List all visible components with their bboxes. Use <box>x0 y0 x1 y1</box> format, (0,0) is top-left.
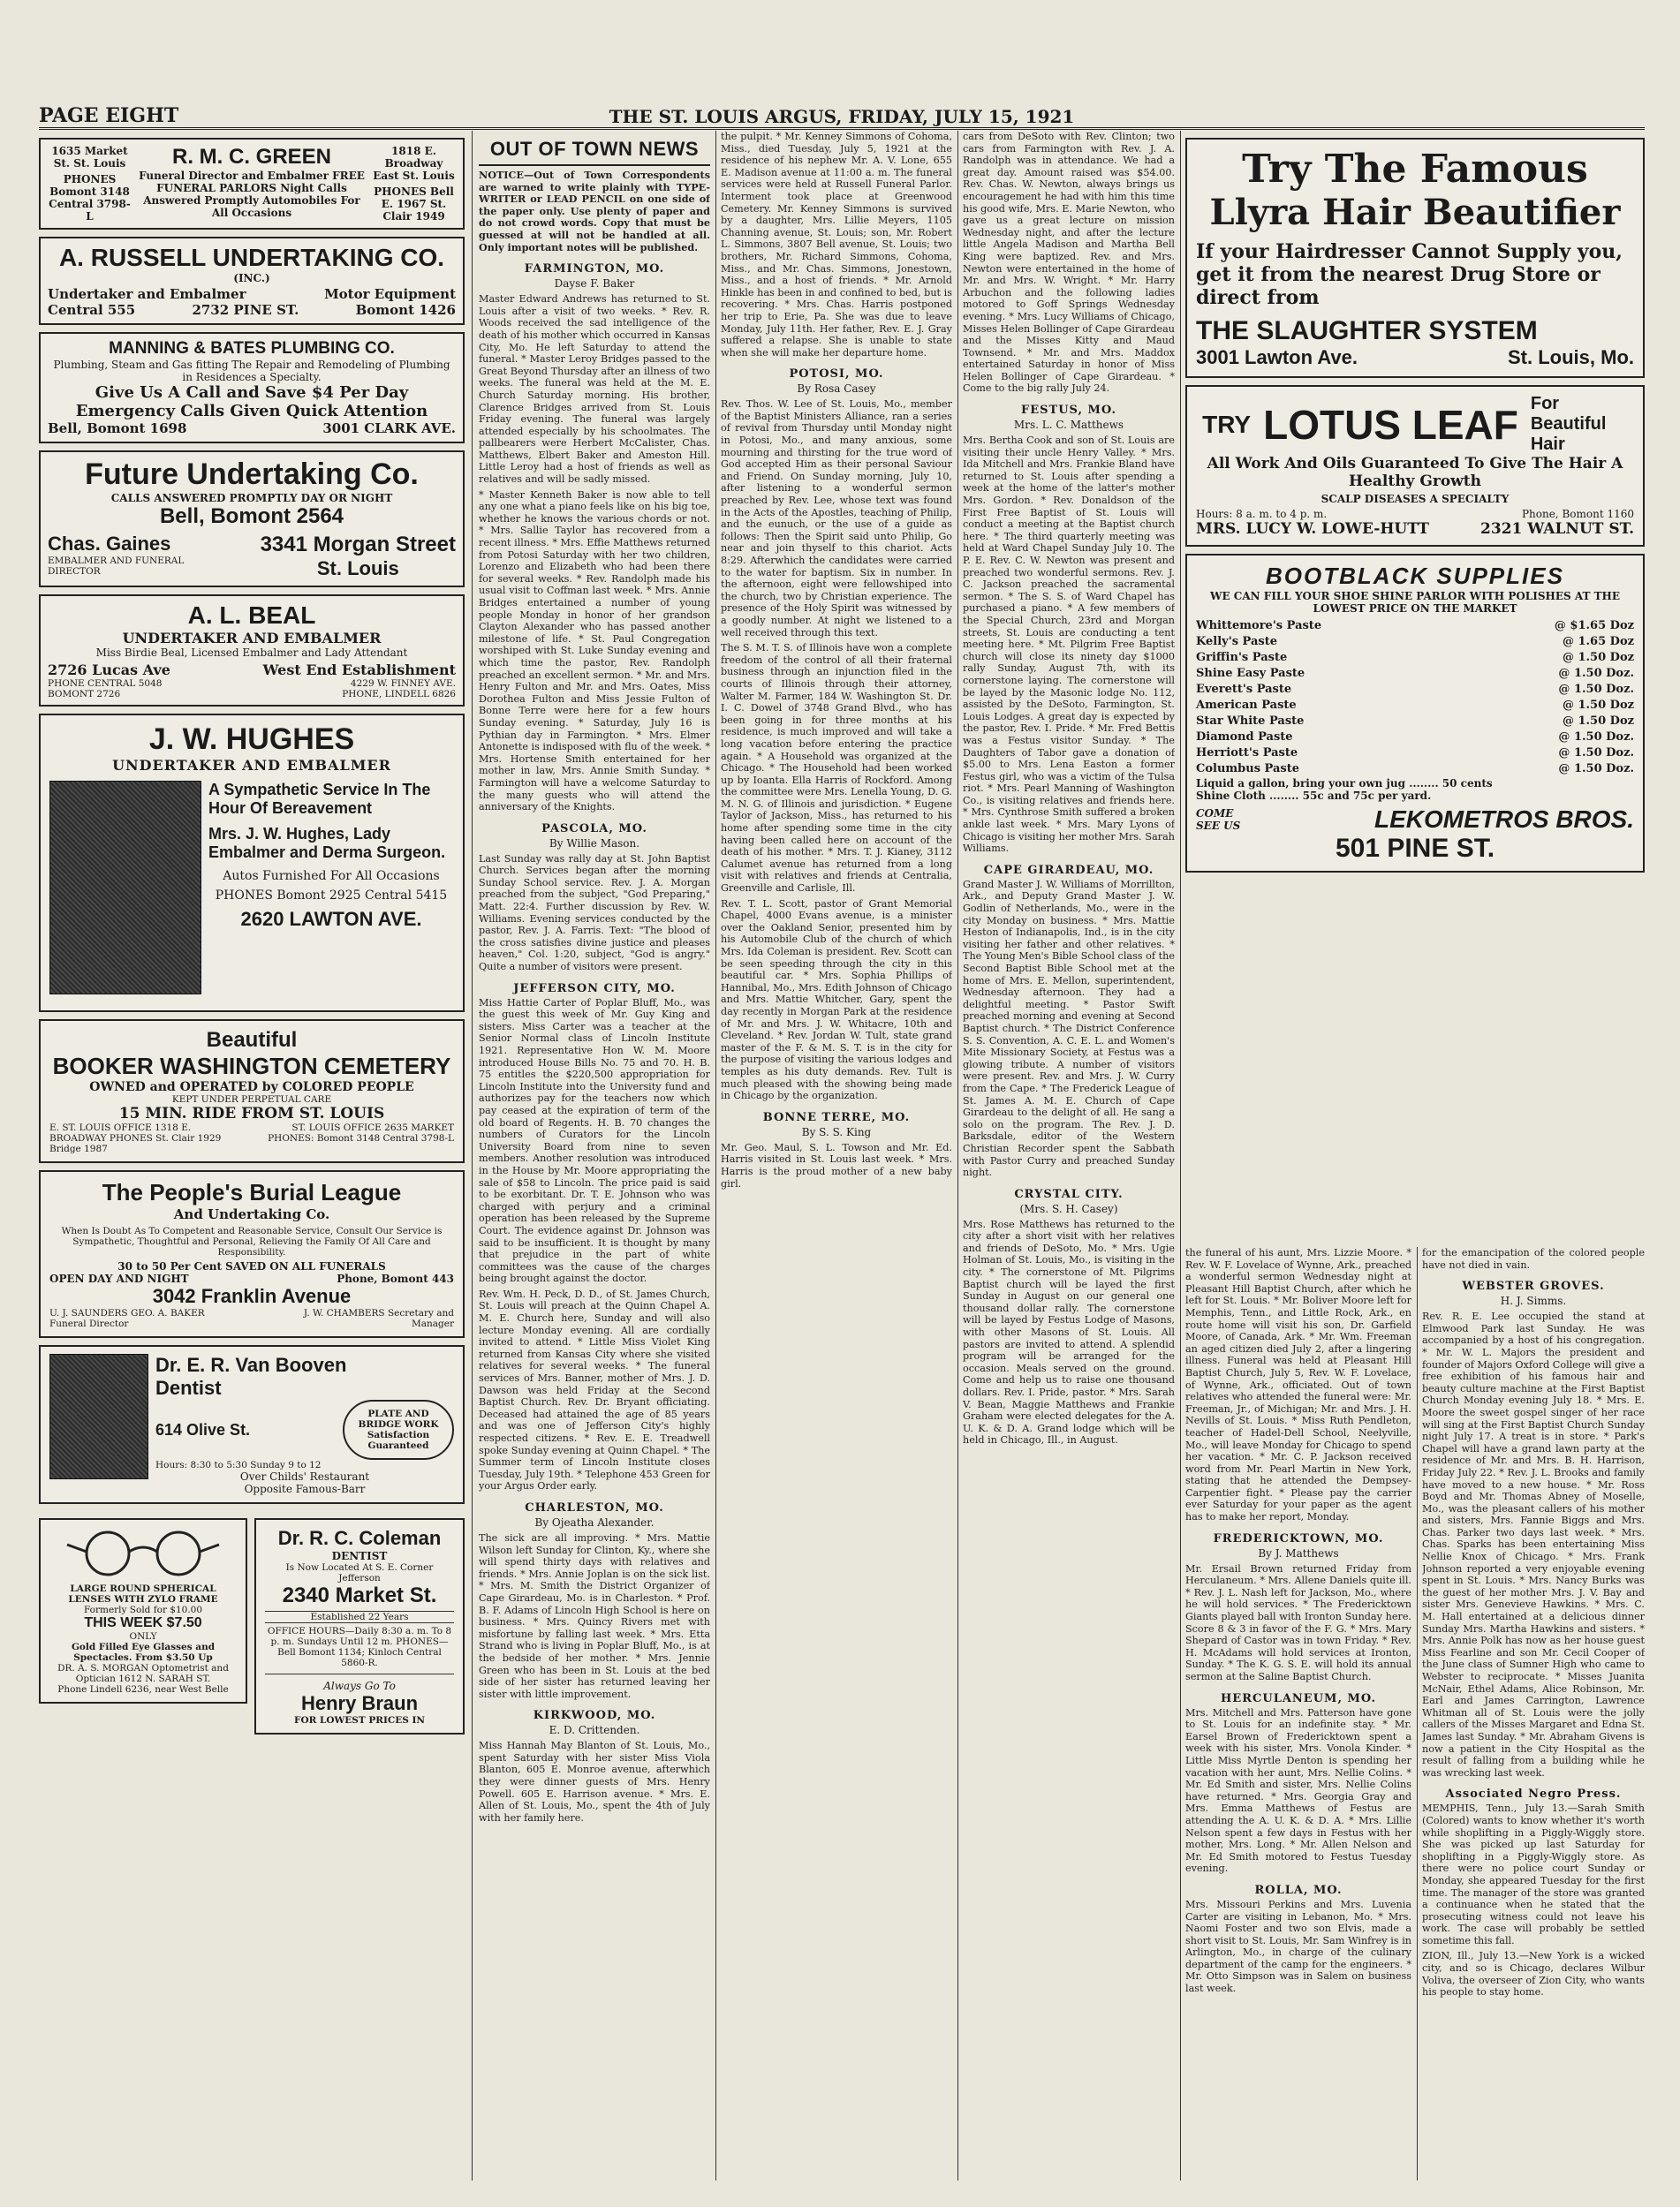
burial-offer: 30 to 50 Per Cent SAVED ON ALL FUNERALS <box>117 1260 386 1273</box>
morgan-line3: THIS WEEK $7.50 <box>84 1615 202 1630</box>
burial-league-ad <box>39 1170 465 1338</box>
article-paragraph: Mrs. Mitchell and Mrs. Patterson have gone to St. Louis for an indefinite stay. * Mr. Earsel Brown of Fredericktown spent a week with his sister, Mrs. Vonola Kinder. * Little Miss Myrtle Denton is spending her vacation with her aunt, Mrs. Nellie Colins. * Mr. Ed Smith and sister, Mrs. Nellie Colins have returned. * Mrs. Georgia Gray and Mrs. Emma Matthews of Festus are attending the A. U. K. & D. A. * Mrs. Lillie Nelson spent a few days in Festus with her mother, Mrs. Long. * Mr. Allen Nelson and Mr. Ed Smith motored to Festus Tuesday evening. <box>1185 1706 1411 1875</box>
vanbooven-line2: Opposite Famous-Barr <box>244 1483 366 1495</box>
product-price: @ 1.50 Doz. <box>1558 683 1634 696</box>
hughes-line3: Autos Furnished For All Occasions <box>223 869 440 883</box>
green-name: R. M. C. GREEN <box>171 145 331 169</box>
bootblack-price-list <box>1196 618 1634 777</box>
beal-west-phone: PHONE, LINDELL 6826 <box>342 689 456 699</box>
green-ad <box>39 138 465 230</box>
product-name: Shine Easy Paste <box>1196 667 1305 680</box>
article-paragraph: Miss Hannah May Blanton of St. Louis, Mo., spent Saturday with her sister Miss Viola Blanton, 605 E. Monroe avenue, afterwhich they were dinner guests of Mrs. Henry Powell. 605 E. Harrison avenue. * Mrs. E. Allen of St. Louis, Mo., spent the 4th of July with her family here. <box>479 1740 710 1824</box>
lotus-name: LOTUS LEAF <box>1263 401 1518 448</box>
news-column-4 <box>1185 1247 1411 2181</box>
section-heading: CAPE GIRARDEAU, MO. <box>983 863 1154 877</box>
section-byline: By S. S. King <box>801 1125 872 1138</box>
lotus-leaf-ad <box>1185 385 1645 547</box>
hughes-line2: Mrs. J. W. Hughes, Lady Embalmer and Derma Surgeon. <box>208 825 446 861</box>
morgan-line6: DR. A. S. MORGAN Optometrist and Optician 1612 N. SARAH ST. <box>57 1663 229 1684</box>
burial-sub: And Undertaking Co. <box>173 1206 330 1222</box>
cemetery-ad <box>39 1019 465 1163</box>
lotus-phone: Phone, Bomont 1160 <box>1521 508 1634 520</box>
product-price: @ 1.50 Doz. <box>1558 762 1634 775</box>
product-name: Whittemore's Paste <box>1196 619 1322 632</box>
article-paragraph: The S. M. T. S. of Illinois have won a complete freedom of the control of all their fraternal business through an injunction filed in the courts of Illinois through their attorney, Walter M. Farmer, 184 W. Washington St. Dr. I. C. Dowel of 3748 Grand Blvd., who has been going in for three months at his residence, is much improved and will take a long vacation before entering the practice again. * A Household was organized at the Chicago. * The Household had been worked up by Ioanta. Ella Harris of Rockford. Among the committee were Mrs. Lenella Young, D. G. M. N. G. of Illinois and jurisdiction. * Eugene Taylor of Jackson, Miss., has returned to his home after spending some time in the city having been called here on account of the death of his mother. * Mrs. T. J. Kianey, 3112 Calumet avenue has returned from a long visit with relatives and friends at Centralia, Greenville and Carlisle, Ill. <box>721 642 952 895</box>
lotus-side: For Beautiful Hair <box>1530 394 1607 454</box>
vanbooven-ad <box>39 1345 465 1504</box>
section-byline: By Ojeatha Alexander. <box>534 1515 655 1529</box>
morgan-line7: Phone Lindell 6236, near West Belle <box>57 1684 229 1695</box>
russell-ad <box>39 237 465 325</box>
russell-inc: (INC.) <box>233 272 270 284</box>
burial-address: 3042 Franklin Avenue <box>152 1285 352 1307</box>
braun-line1: Always Go To <box>323 1680 396 1692</box>
product-name: Columbus Paste <box>1196 762 1299 775</box>
section-byline: Mrs. L. C. Matthews <box>1013 419 1124 432</box>
russell-phone-central: Central 555 <box>48 302 136 318</box>
section-heading: ROLLA, MO. <box>1254 1883 1343 1897</box>
price-list-row <box>1196 682 1634 698</box>
russell-phone-bomont: Bomont 1426 <box>355 302 456 318</box>
manning-name: MANNING & BATES PLUMBING CO. <box>109 339 395 358</box>
article-paragraph: for the emancipation of the colored people have not died in vain. <box>1422 1247 1645 1271</box>
hughes-line1: A Sympathetic Service In The Hour Of Bereavement <box>208 781 431 817</box>
vanbooven-address: 614 Olive St. <box>155 1420 251 1439</box>
section-heading: POTOSI, MO. <box>789 367 884 382</box>
article-paragraph: Mrs. Missouri Perkins and Mrs. Luvenia Carter are visiting in Lebanon, Mo. * Mrs. Naomi Foster and two son Elvis, made a short visit to St. Louis, Mr. Sam Winfrey is in Arlington, Mo., in charge of the culinary department of the camp for the engineers. * Mr. Otto Simpson was in Salem on business last week. <box>1185 1898 1411 1995</box>
coleman-location: Is Now Located At S. E. Corner Jefferson <box>285 1562 434 1583</box>
hughes-portrait <box>49 781 201 994</box>
russell-name: A. RUSSELL UNDERTAKING CO. <box>58 244 445 271</box>
manning-ad <box>39 332 465 443</box>
cemetery-line1: Beautiful <box>206 1028 298 1052</box>
llyra-line1: Try The Famous <box>1242 147 1588 192</box>
news-notice: NOTICE—Out of Town Correspondents are warned to write plainly with TYPE-WRITER or LEAD PENCIL on one side of the paper only. Use plenty of paper and do not crowd words. Copy that must be guessed at will not be handled at all. Only important notes will be published. <box>479 169 710 253</box>
russell-line1-left: Undertaker and Embalmer <box>48 286 246 302</box>
hughes-phones: PHONES Bomont 2925 Central 5415 <box>215 888 448 903</box>
coleman-established: Established 22 Years <box>265 1611 454 1623</box>
bootblack-sub: WE CAN FILL YOUR SHOE SHINE PARLOR WITH POLISHES AT THE LOWEST PRICE ON THE MARKET <box>1209 590 1621 615</box>
cemetery-stlouis-office: ST. LOUIS OFFICE 2635 MARKET PHONES: Bomont 3148 Central 3798-L <box>268 1122 454 1144</box>
article-paragraph: Mrs. Rose Matthews has returned to the city after a short visit with her relatives and friends of DeSoto, Mo. * Mrs. Ugie Holman of St. Louis, Mo., is visiting in the city. * The cornerstone of Mt. Pilgrims Baptist church will be layed the first Sunday in August on our general one thousand dollar rally. The cornerstone will be layed by Festus Lodge of Masons, with other Masons of St. Louis. All pastors are invited to attend. A splendid program will be arranged for the occasion. Meals served on the ground. Come and help us to raise one thousand dollars. Rev. I. Pride, pastor. * Mrs. Sarah V. Bean, Maggie Matthews and Frankie Graham were elected delegates for the A. U. K. & D. A. Grand lodge which will be held in Chicago, Ill., in August. <box>963 1218 1175 1447</box>
section-heading: PASCOLA, MO. <box>541 821 647 835</box>
beal-attendant: Miss Birdie Beal, Licensed Embalmer and Lady Attendant <box>95 646 408 659</box>
product-name: Everett's Paste <box>1196 683 1292 696</box>
burial-name: The People's Burial League <box>102 1179 402 1206</box>
product-name: Star White Paste <box>1196 714 1305 728</box>
future-phone: Bell, Bomont 2564 <box>159 504 344 528</box>
future-address: 3341 Morgan Street <box>260 533 456 556</box>
product-name: American Paste <box>1196 699 1297 712</box>
future-calls: CALLS ANSWERED PROMPTLY DAY OR NIGHT <box>110 492 393 504</box>
llyra-line3: If your Hairdresser Cannot Supply you, get it from the nearest Drug Store or direct from <box>1196 240 1623 309</box>
beal-phones: PHONE CENTRAL 5048 BOMONT 2726 <box>48 678 163 699</box>
braun-name: Henry Braun <box>300 1692 419 1714</box>
coleman-ad <box>254 1518 465 1735</box>
ads-column-right <box>1185 131 1645 1243</box>
section-byline: By Willie Mason. <box>549 836 640 850</box>
masthead <box>39 97 1645 130</box>
manning-line2: Give Us A Call and Save $4 Per Day <box>95 383 409 402</box>
beal-sub: UNDERTAKER AND EMBALMER <box>122 630 382 646</box>
section-heading: WEBSTER GROVES. <box>1462 1280 1605 1294</box>
bootblack-come: COME SEE US <box>1196 807 1241 832</box>
article-paragraph: Mrs. Bertha Cook and son of St. Louis are visiting their uncle Henry Valley. * Mrs. Ida Mitchell and Mrs. Frankie Bland have returned to St. Louis after spending a week at the home of the latter's mother Mrs. Gordon. * Rev. Donaldson of the First Free Baptist of St. Louis will conduct a meeting at the Baptist church here. * The third quarterly meeting was held at Ward Chapel Sunday July 10. The P. E. Rev. C. W. Newton was present and preached two wonderful sermons. Rev. J. C. Jackson preached the sacramental sermon. * The S. S. of Ward Chapel has purchased a piano. * A few members of the Special Church, 23rd and Morgan streets, St. Louis are conducting a tent meeting here. * Mt. Pilgrim Free Baptist church will close its ninety day $1000 rally Sunday, August 7th, with its cornerstone laying. The cornerstone will be layed by the Masonic lodge No. 112, assisted by the DeSoto, Farmington, St. Louis Lodges. A great day is expected by the pastor, Rev. I. Pride. * Mr. Fred Bettis was a Festus visitor Sunday. * The Daughters of Tabor gave a donation of $5.00 to Mrs. Lena Easton a former Festus girl, who was a victim of the Tulsa riot. * Mrs. Pearl Manning of Washington Co., is visiting relatives and friends here. * Mrs. Cynthrose Smith suffered a broken ankle last week. * Mrs. Mary Lyons of Chicago is visiting her mother Mrs. Sarah Williams. <box>963 435 1175 855</box>
cemetery-line3: OWNED and OPERATED by COLORED PEOPLE <box>89 1080 414 1094</box>
braun-line3: FOR LOWEST PRICES IN <box>294 1715 425 1726</box>
future-undertaking-ad <box>39 450 465 587</box>
cemetery-line4: KEPT UNDER PERPETUAL CARE <box>171 1094 332 1105</box>
article-paragraph: Rev. T. L. Scott, pastor of Grant Memorial Chapel, 4000 Evans avenue, is a minister over the Oakland Senior, presented him by his Automobile Club of the church of which Mrs. Ida Coleman is president. Rev. Scott can be seen speeding through the city in this beautiful car. * Mrs. Sophia Phillips of Hannibal, Mo., Mrs. Edith Johnson of Chicago and Mrs. Mattie Whitcher, Gary, spent the day recently in Morgan Park at the residence of Mr. and Mrs. J. W. Whitacre, 10th and Cleveland. * Rev. Jordan W. Tult, state grand master of the F. & M. S. T. is in the city for the purpose of visiting the various lodges and temples as his duty demands. Rev. Tult is much pleased with the showing being made in Chicago by the organization. <box>721 897 952 1102</box>
article-paragraph: The sick are all improving. * Mrs. Mattie Wilson left Sunday for Clinton, Ky., where she will spend thirty days with relatives and friends. * Mrs. Annie Joplan is on the sick list. * Mrs. M. Smith the District Organizer of Cape Girardeau, Mo. is in Charleston. * Prof. B. F. Adams of Lincoln High School is here on business. * Mrs. Quincy Rivers met with misfortune by falling last week. * Mrs. Etta Strand who is living in Poplar Bluff, Mo., is at the bedside of her mother. * Mrs. Jennie Green who has been in St. Louis at the bed side of her sister has returned leaving her sister with little improvement. <box>479 1531 710 1700</box>
future-role: EMBALMER AND FUNERAL DIRECTOR <box>48 556 185 577</box>
section-heading: FARMINGTON, MO. <box>524 262 665 276</box>
price-list-row <box>1196 698 1634 714</box>
article-paragraph: the funeral of his aunt, Mrs. Lizzie Moore. * Rev. W. F. Lovelace of Wynne, Ark., preached a wonderful sermon Wednesday night at Pleasant Hill Baptist Church, after which he left for St. Louis. * Mr. Boliver Moore left for Memphis, Tenn., and Little Rock, Ark., en route home will visit his son, Dr. Garfield Moore, of Canada, Ark. * Mr. Wm. Freeman an aged citizen died July 2, after a lingering illness. Funeral was held at Pleasant Hill Baptist Church, July 5, Rev. W. F. Lovelace, of Wynne, Ark., officiated. Out of town relatives who attended the funeral were: Mr. Freeman, Jr., of Michigan; Mr. and Mrs. J. H. Nevills of St. Louis. * Miss Ruth Pendleton, teacher of Hadel-Dell School, Neelyville, Mo., will leave Monday for Chicago to spend her vacation. * Mr. C. P. Jackson received word from Mr. Pearl Martin in New York, stating that he attended the Dempsey-Carpentier fight. * Please pay the carrier ever Saturday for your paper as the agent has to make her report, Monday. <box>1185 1247 1411 1523</box>
vanbooven-portrait <box>49 1354 148 1479</box>
vanbooven-hours: Hours: 8:30 to 5:30 Sunday 9 to 12 <box>155 1460 322 1470</box>
hughes-name: J. W. HUGHES <box>148 722 355 756</box>
article-paragraph: * Master Kenneth Baker is now able to tell any one what a piano feels like on his big toe, whether he knows the various chords or not. * Mrs. Sallie Taylor has recovered from a recent illness. * Mrs. Effie Matthews returned from Potosi Saturday with her two children, Lorenzo and Elizabeth who had been there for several weeks. * Rev. Randolph made his usual visit to Coffman last week. * Mrs. Annie Bridges entertained a number of young people Monday in honor of her grandson Clayton Alexander who has passed another milestone of life. * St. Paul Congregation worshiped with St. Luke Sunday evening and which time the pastor, Rev. Randolph preached an excellent sermon. * Mr. and Mrs. Henry Fulton and Mr. and Mrs. Oates, Miss Dorothea Fulton and Miss Jessie Fulton of Bonne Terre were here for a few hours Sunday evening. * Saturday, July 16 is Pythian day in Farmington. * Mrs. Elmer Antonette is indisposed with flu of the week. * Mrs. Hortense Smith entertained for her mother in law, Mrs. Annie Smith Sunday. * Farmington will have a welcome Saturday to the many guests who will attend the anniversary of the Knights. <box>479 488 710 813</box>
product-name: Kelly's Paste <box>1196 635 1277 648</box>
paper-title-date: THE ST. LOUIS ARGUS, FRIDAY, JULY 15, 1921 <box>609 106 1075 127</box>
beal-west-title: West End Establishment <box>262 661 456 678</box>
article-paragraph: Rev. R. E. Lee occupied the stand at Elmwood Park last Sunday. He was accompanied by a host of his congregation. * Mr. W. L. Majors the president and founder of Majors Oxford College will give a free exhibition of his famous hair and beauty culture machine at the First Baptist Church Monday evening July 18. * Mrs. E. Moore the sweet gospel singer of her race will sing at the First Baptist Church Sunday night July 17. A treat is in store. * Park's Chapel will have a grand lawn party at the residence of Mr. and Mrs. B. H. Harrison, Friday July 22. * Rev. J. L. Brooks and family have moved to a new house. * Mr. Ross Boyd and Mr. Thomas Abney of Moselle, Mo., was the pleasant callers of his mother and sisters, Mrs. Fannie Biggs and Mrs. Chas. Parker two days last week. * Mrs. Chas. Sparks has been entertaining Miss Nellie Knox of Chicago. * Mrs. Frank Johnson reported a very enjoyable evening spent in St. Louis. * Mrs. Nancy Burks was the guest of her mother Mrs. J. V. Bay and sister Mrs. Genevieve Hawkins. * Mrs. C. M. Hall entertained at a delicious dinner Sunday Mrs. Martha Hawkins and sisters. * Mrs. Annie Polk has now as her house guest Miss Fearline and son Mr. Cecil Cooper of the June class of Sumner High who came to Webster to reciprocate. * Misses Juanita McNair, Ethel Adams, Alice Robinson, Mr. Earl and James Carrington, Lawrence Whitman all of St. Louis were the jolly callers of the Misses Margaret and Edna St. James last Sunday. * Mr. Abraham Givens is now a patient in the City Hospital as the result of falling from a building while he was wrecking last week. <box>1422 1311 1645 1779</box>
section-heading: Associated Negro Press. <box>1445 1788 1622 1802</box>
price-list-row <box>1196 666 1634 682</box>
article-paragraph: Rev. Thos. W. Lee of St. Louis, Mo., member of the Baptist Ministers Alliance, ran a series of revival from Thursday until Monday night in Potosi, Mo., and many anxious, some mourning and thirsting for the true word of God accepted Him as their personal Saviour and Friend. On Sunday morning, July 10, after listening to a wonderful sermon preached by Rev. Lee, whose text was found in the Acts of the Apostles, teaching of Philip, and the eunuch, or the use of a guide as follows: Then the Spirit said unto Philip, Go near and join thyself to this chariot. Acts 8:29. Afterwhich the candidates were carried to the water for baptism. Six in number. In the afternoon, eight were fellowshiped into the church, two by Christian experience. The presence of the Holy Spirit was witnessed by a goodly number. At night we listened to a well received through this text. <box>721 398 952 639</box>
hughes-sub: UNDERTAKER AND EMBALMER <box>112 757 391 774</box>
eyeglasses-icon <box>64 1527 223 1580</box>
section-byline: By Rosa Casey <box>797 382 876 396</box>
section-heading: JEFFERSON CITY, MO. <box>513 981 676 995</box>
article-paragraph: cars from DeSoto with Rev. Clinton; two cars from Farmington with Rev. J. A. Randolph was in attendance. We had a great day. Amount raised was $54.00. Rev. Chas. W. Newton, always brings us encouragement he had with him this time his good wife, Mrs. E. Marie Newton, who gave us a great lecture on mission Wednesday night, and after the lecture little Angela Madison and Martha Bell King were baptized. Rev. and Mrs. Newton were entertained in the home of Mr. and Mrs. W. Wright. * Mr. Harry Arbuchon and the following ladies motored to Goff Springs Wednesday evening. * Mrs. Lucy Williams of Chicago, Misses Helen Bollinger of Cape Girardeau and the Misses Kitty and Maud Townsend. * Mr. and Mrs. Maddox entertained Saturday in honor of Miss Helen Bollinger of Cape Girardeau. * Come to the big rally July 24. <box>963 131 1175 395</box>
price-list-row <box>1196 761 1634 777</box>
bootblack-liquid: Liquid a gallon, bring your own jug ........ 50 cents <box>1196 777 1493 790</box>
article-paragraph: Rev. Wm. H. Peck, D. D., of St. James Church, St. Louis will preach at the Quinn Chapel A. M. E. Church here, Sunday and will also lecture Monday evening. All are cordially invited to attend. * Little Miss Violet King returned from Kansas City where she visited relatives for several weeks. * The funeral services of Mrs. Banner, mother of Mrs. J. D. Dawson was held Friday at the Second Baptist Church. Rev. Dr. Bryant officiating. Deceased had attained the age of 85 years and was one of Jefferson City's highly respected citizens. * Rev. E. E. Treadwell spoke Sunday evening at Quinn Chapel. * The Summer term of Lincoln Institute closes Tuesday, July 19th. * Telephone 453 Green for your Argus Order early. <box>479 1288 710 1493</box>
section-heading: CRYSTAL CITY. <box>1014 1187 1124 1201</box>
news-column-1 <box>479 131 710 2181</box>
price-list-row <box>1196 618 1634 634</box>
section-byline: By J. Matthews <box>1258 1546 1339 1560</box>
bootblack-address: 501 PINE ST. <box>1335 834 1495 863</box>
future-city: St. Louis <box>316 557 399 579</box>
article-paragraph: Mr. Ersail Brown returned Friday from Herculaneum. * Mrs. Allene Daniels quite ill. * Rev. J. L. Nash left for Jackson, Mo., where he will hold services. * The Fredericktown Giants played ball with Ironton Sunday here. Score 8 & 3 in favor of the F. G. * Mrs. Mary Shepard of Castor was in town Friday. * Rev. H. McAdams will hold services at Ironton, Sunday. * The K. G. S. E. will hold its annual sermon at the Saline Baptist Church. <box>1185 1562 1411 1682</box>
article-paragraph: Grand Master J. W. Williams of Morrillton, Ark., and Deputy Grand Master J. W. Godlin of Netherlands, Mo., were in the city Monday on business. * Mrs. Mattie Heston of Indianapolis, Ind., is in the city visiting her father and other relatives. * The Young Men's Bible School class of the Second Baptist Bible School met at the home of Mrs. E. Mellon, superintendent, Wednesday afternoon. They had a delightful meeting. * Pastor Swift preached morning and evening at Second Baptist church. * The District Conference S. S. Convention, A. C. E. L. and Women's Mite Missionary Society, at Festus was a glowing tribute. A number of visitors were present. Rev. and Mrs. J. W. Curry from the Cape. * The Frederick League of St. James A. M. E. Church of Cape Girardeau to the delight of all. He sang a solo on the program. The Rev. J. D. Barksdale, editor of the Western Christian Recorder spent the Sabbath with Pastor Curry and preached Sunday night. <box>963 878 1175 1179</box>
price-list-row <box>1196 650 1634 666</box>
vanbooven-badge: PLATE AND BRIDGE WORK Satisfaction Guaranteed <box>343 1400 454 1460</box>
product-price: @ 1.50 Doz. <box>1558 730 1634 744</box>
future-name: Future Undertaking Co. <box>85 457 419 491</box>
article-paragraph: Last Sunday was rally day at St. John Baptist Church. Services began after the morning Sunday School service. Rev. J. A. Morgan preached from the subject, "God Preparing," Matt. 22:4. Further discussion by Rev. W. Williams. Evening services conducted by the pastor, Rev. J. A. Farris. Text: "The blood of the cross satisfies divine justice and pleases heaven," Col. 1:20, subject, "God is angry." Quite a number of visitors were present. <box>479 852 710 973</box>
section-byline: Dayse F. Baker <box>554 277 635 291</box>
section-heading: BONNE TERRE, MO. <box>762 1110 911 1124</box>
article-paragraph: the pulpit. * Mr. Kenney Simmons of Cohoma, Miss., died Tuesday, July 5, 1921 at the residence of his nephew Mr. A. V. Lone, 655 E. Madison avenue at 11:00 a. m. The funeral services were held at Russell Funeral Parlor. Interment took place at Greenwood Cemetery. Mr. Kenney Simmons is survived by a daughter, Mrs. Lillie Meyers, 1105 Channing avenue, St. Louis; son, Mr. Robert L. Simmons, 3807 Bell avenue, St. Louis; two brothers, Mr. Richard Simmons, Cohoma, Miss., and Mr. Chas. Simmons, Jonestown, Miss., and a host of friends. * Mr. Arnold Hinkle has been in and confined to bed, but is recovering. * Mrs. Chas. Harris postponed her trip to Erie, Pa. She was due to leave Monday, July 11th. Her father, Rev. E. J. Gray suffered a relapse. She is unable to state when she will make her departure home. <box>721 131 952 359</box>
section-heading: FREDERICKTOWN, MO. <box>1213 1531 1384 1546</box>
price-list-row <box>1196 745 1634 761</box>
product-price: @ $1.65 Doz <box>1554 619 1634 632</box>
section-byline: E. D. Crittenden. <box>549 1724 640 1737</box>
llyra-company: THE SLAUGHTER SYSTEM <box>1196 316 1538 345</box>
burial-director: U. J. SAUNDERS GEO. A. BAKER Funeral Director <box>49 1308 205 1329</box>
article-paragraph: Miss Hattie Carter of Poplar Bluff, Mo., was the guest this week of Mr. Guy King and sisters. Miss Carter was a teacher at the Senior Normal class of Lincoln Institute 1921. Representative Hon W. M. Moore introduced House Bills No. 75 and 70. H. B. 75 entitles the $220,500 appropriation for Lincoln Institute into the University fund and authorizes pay for the teachers now which pay ceased at the expiration of term of the old board of Regents. H. B. 70 changes the numbers of Curators for the Lincoln University Board from nine to seven members. Another resolution was introduced in the House by Mr. Moore appropriating the sale of $58 to Lincoln. The price paid is said to be exorbitant. Dr. T. E. Johnson who was charged with perjury and a criminal operation has been released by the Supreme Court. The evidence against Dr. Johnson was said to be insufficient. It is thought by many that prejudice in the part of white committees was the cause of the charges being brought against the doctor. <box>479 996 710 1285</box>
llyra-ad <box>1185 138 1645 378</box>
sections-col1 <box>479 262 710 1824</box>
article-paragraph: Master Edward Andrews has returned to St. Louis after a visit of two weeks. * Rev. R. Woods received the sad intelligence of the death of his mother which occurred in Kansas City, Mo. He left Saturday to attend the funeral. * Master Leroy Bridges passed to the Great Beyond Thursday after an illness of two weeks. The funeral was held at the M. E. Church Saturday morning. His brother, Clarence Bridges arrived from St. Louis Friday evening. The funeral was largely attended especially by his schoolmates. The pallbearers were Herbert McCalister, Chas. Matthews, Elbert Baker and Ameston Hill. Little Leroy had a host of friends as well as relatives and will be sadly missed. <box>479 293 710 486</box>
bootblack-firm: LEKOMETROS BROS. <box>1374 805 1634 833</box>
morgan-line5: Gold Filled Eye Glasses and Spectacles. From $3.50 Up <box>71 1642 216 1663</box>
coleman-hours: OFFICE HOURS—Daily 8:30 a. m. To 8 p. m. Sundays Until 12 m. PHONES—Bell Bomont 1134; Kinloch Central 5860-R. <box>267 1626 452 1668</box>
green-right-address: 1818 E. Broadway East St. Louis <box>373 145 455 182</box>
out-of-town-news-title: OUT OF TOWN NEWS <box>479 138 710 166</box>
section-heading: FESTUS, MO. <box>1021 404 1116 418</box>
product-name: Herriott's Paste <box>1196 746 1298 760</box>
lotus-hours: Hours: 8 a. m. to 4 p. m. <box>1196 508 1328 520</box>
green-left-address: 1635 Market St. St. Louis <box>51 145 128 170</box>
product-price: @ 1.50 Doz. <box>1558 667 1634 680</box>
morgan-optical-ad <box>39 1518 247 1704</box>
product-price: @ 1.50 Doz <box>1562 651 1634 664</box>
bootblack-cloth: Shine Cloth ........ 55c and 75c per yard. <box>1196 790 1432 802</box>
section-heading: CHARLESTON, MO. <box>525 1500 664 1515</box>
russell-line1-right: Motor Equipment <box>324 286 456 302</box>
product-price: @ 1.50 Doz <box>1562 699 1634 712</box>
news-column-2 <box>721 131 952 2181</box>
lotus-address: 2321 WALNUT ST. <box>1480 520 1634 538</box>
manning-line1: Plumbing, Steam and Gas fitting The Repair and Remodeling of Plumbing in Residences a Specialty. <box>53 359 450 383</box>
article-paragraph: ZION, Ill., July 13.—New York is a wicked city, and so is Chicago, declares Wilbur Voliva, the overseer of Zion City, who wants his people to stay home. <box>1422 1950 1645 1999</box>
product-name: Griffin's Paste <box>1196 651 1288 664</box>
green-right-phones: PHONES Bell E. 1967 St. Clair 1949 <box>374 185 454 223</box>
section-heading: KIRKWOOD, MO. <box>533 1709 656 1723</box>
beal-address: 2726 Lucas Ave <box>48 661 170 678</box>
vanbooven-line1: Over Childs' Restaurant <box>239 1470 370 1483</box>
future-person: Chas. Gaines <box>48 533 171 555</box>
product-price: @ 1.50 Doz. <box>1558 746 1634 760</box>
price-list-row <box>1196 634 1634 650</box>
lotus-try: TRY <box>1202 410 1252 438</box>
coleman-address: 2340 Market St. <box>282 1583 437 1607</box>
morgan-line4: ONLY <box>129 1631 157 1642</box>
section-byline: (Mrs. S. H. Casey) <box>1019 1202 1118 1215</box>
manning-address: 3001 CLARK AVE. <box>322 420 456 436</box>
price-list-row <box>1196 714 1634 729</box>
llyra-address: 3001 Lawton Ave. <box>1196 346 1358 368</box>
ads-column-left <box>39 131 465 2181</box>
manning-line3: Emergency Calls Given Quick Attention <box>75 402 428 420</box>
hughes-ad <box>39 714 465 1012</box>
morgan-line2: Formerly Sold for $10.00 <box>83 1605 203 1615</box>
manning-phone: Bell, Bomont 1698 <box>48 420 187 436</box>
cemetery-name: BOOKER WASHINGTON CEMETERY <box>52 1053 451 1079</box>
beal-name: A. L. BEAL <box>187 601 316 629</box>
product-price: @ 1.50 Doz <box>1562 714 1634 728</box>
lotus-owner: MRS. LUCY W. LOWE-HUTT <box>1196 520 1429 538</box>
cemetery-east-office: E. ST. LOUIS OFFICE 1318 E. BROADWAY PHONES St. Clair 1929 Bridge 1987 <box>49 1122 222 1154</box>
hughes-address: 2620 LAWTON AVE. <box>240 908 422 930</box>
vanbooven-name: Dr. E. R. Van Booven <box>155 1354 347 1376</box>
lotus-line2: SCALP DISEASES A SPECIALTY <box>1321 493 1510 505</box>
green-desc: Funeral Director and Embalmer FREE FUNERAL PARLORS Night Calls Answered Promptly Automobiles For All Occasions <box>139 170 365 219</box>
burial-secretary: J. W. CHAMBERS Secretary and Manager <box>303 1308 454 1329</box>
coleman-name: Dr. R. C. Coleman <box>277 1527 442 1549</box>
morgan-line1: LARGE ROUND SPHERICAL LENSES WITH ZYLO FRAME <box>68 1583 218 1605</box>
news-column-3 <box>963 131 1175 2181</box>
burial-phone: Phone, Bomont 443 <box>337 1273 454 1285</box>
beal-west-address: 4229 W. FINNEY AVE. <box>350 678 456 689</box>
product-price: @ 1.65 Doz <box>1562 635 1634 648</box>
section-byline: H. J. Simms. <box>1500 1295 1567 1308</box>
article-paragraph: MEMPHIS, Tenn., July 13.—Sarah Smith (Colored) wants to know whether it's worth while shoplifting in a Piggly-Wiggly store. She was picked up last Saturday for shoplifting in a Piggly-Wiggly store. As there were no police court Sunday or Monday, she appeared Tuesday for the first time. The manager of the store was granted a continuance when he stated that the prosecuting witness could not leave his work. The case will probably be settled sometime this fall. <box>1422 1803 1645 1946</box>
news-column-5 <box>1422 1247 1645 2181</box>
section-heading: HERCULANEUM, MO. <box>1221 1691 1376 1705</box>
beal-ad <box>39 594 465 707</box>
llyra-line2: Llyra Hair Beautifier <box>1209 192 1621 233</box>
bootblack-ad <box>1185 554 1645 873</box>
burial-desc: When Is Doubt As To Competent and Reasonable Service, Consult Our Service is Sympathetic, Thoughtful and Personal, Relieving the Family Of All Care and Responsibility. <box>61 1226 443 1258</box>
article-paragraph: Mr. Geo. Maul, S. L. Towson and Mr. Ed. Harris visited in St. Louis last week. * Mrs. Harris is the proud mother of a new baby girl. <box>721 1141 952 1190</box>
green-left-phones: PHONES Bomont 3148 Central 3798-L <box>49 173 131 223</box>
coleman-title: DENTIST <box>331 1550 388 1562</box>
llyra-city: St. Louis, Mo. <box>1508 346 1634 368</box>
cemetery-line5: 15 MIN. RIDE FROM ST. LOUIS <box>118 1105 385 1122</box>
bootblack-title: BOOTBLACK SUPPLIES <box>1266 563 1564 589</box>
price-list-row <box>1196 729 1634 745</box>
product-name: Diamond Paste <box>1196 730 1293 744</box>
vanbooven-title: Dentist <box>155 1377 222 1399</box>
page-number: PAGE EIGHT <box>39 104 179 127</box>
burial-open: OPEN DAY AND NIGHT <box>49 1273 189 1285</box>
russell-address: 2732 PINE ST. <box>192 302 299 318</box>
lotus-line1: All Work And Oils Guaranteed To Give The Hair A Healthy Growth <box>1207 455 1623 490</box>
